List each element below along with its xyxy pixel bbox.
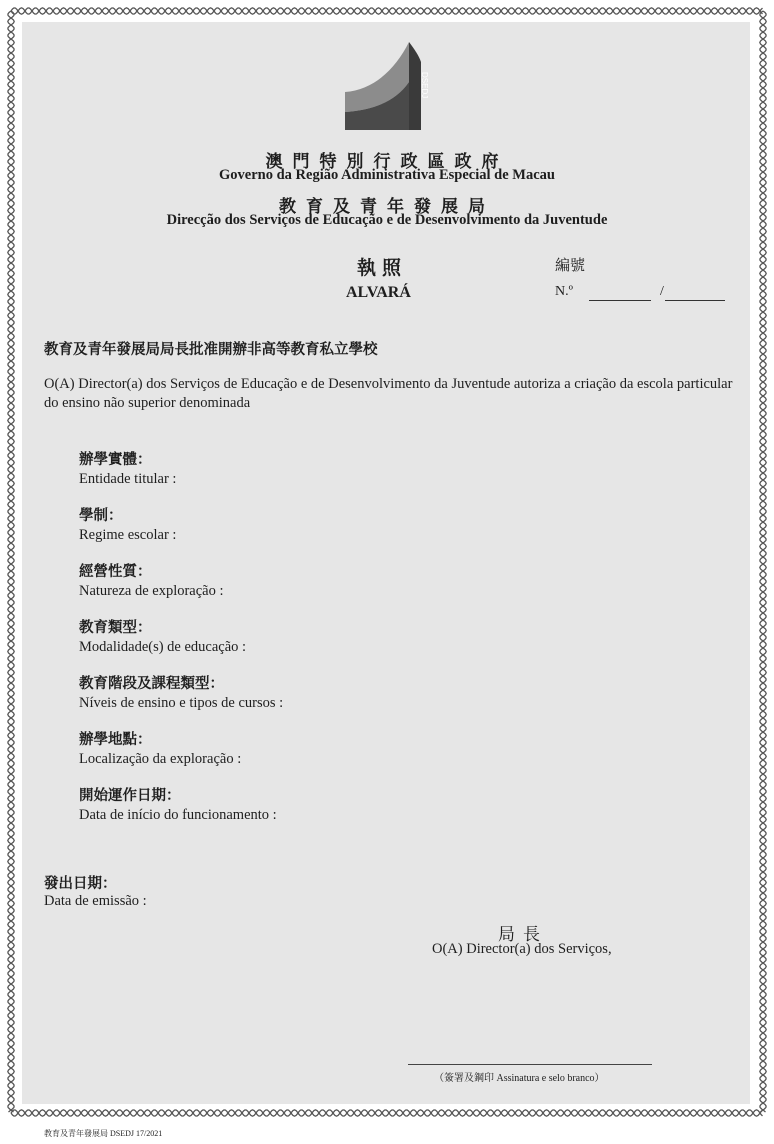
field-label-pt: Modalidade(s) de educação :	[79, 639, 247, 655]
document-title-pt: ALVARÁ	[346, 284, 411, 301]
field-label-zh: 教育階段及課程類型：	[79, 676, 224, 692]
issue-date	[44, 876, 147, 910]
field-entidade-titular	[79, 451, 176, 488]
number-separator: /	[660, 284, 664, 299]
field-label-zh: 辦學實體：	[79, 452, 152, 468]
field-label-pt: Níveis de ensino e tipos de cursos :	[79, 695, 284, 711]
field-label-pt: Data de início do funcionamento :	[79, 807, 277, 823]
field-data-inicio	[79, 787, 277, 824]
field-label-pt: Natureza de exploração :	[79, 583, 224, 599]
field-modalidade-educacao	[79, 619, 246, 656]
department-name-pt: Direcção dos Serviços de Educação e de Desenvolvimento da Juventude	[166, 212, 608, 228]
field-label-zh: 辦學地點：	[79, 732, 152, 748]
government-name-zh: 澳門特別行政區政府	[265, 152, 509, 171]
intro-text-zh: 教育及青年發展局局長批准開辦非高等教育私立學校	[44, 342, 378, 358]
signature-label: （簽署及鋼印 Assinatura e selo branco）	[434, 1073, 605, 1084]
intro-text-pt: O(A) Director(a) dos Serviços de Educação e de Desenvolvimento da Juventude autoriza a criação da escola particular do ensino não superior denominada	[44, 376, 733, 411]
field-regime-escolar	[79, 507, 176, 544]
number-field-line-2[interactable]	[665, 300, 725, 301]
dsedj-logo-icon	[343, 40, 443, 136]
field-label-zh: 學制：	[79, 508, 123, 524]
field-label-pt: Localização da exploração :	[79, 751, 242, 767]
number-label-zh: 編號	[555, 258, 586, 274]
field-niveis-ensino	[79, 675, 283, 712]
number-field-line-1[interactable]	[589, 300, 651, 301]
number-label-pt: N.º	[555, 284, 573, 299]
field-label-pt: Entidade titular :	[79, 471, 177, 487]
logo-text: DSEDJ	[420, 72, 429, 99]
director-title-zh: 局長	[498, 925, 548, 944]
field-label-pt: Regime escolar :	[79, 527, 177, 543]
issue-date-label-pt: Data de emissão :	[44, 893, 147, 909]
field-label-zh: 經營性質：	[79, 564, 152, 580]
department-name-zh: 教育及青年發展局	[279, 197, 495, 216]
director-title-pt: O(A) Director(a) dos Serviços,	[432, 941, 612, 957]
footer-form-code: 教育及青年發展局 DSEDJ 17/2021	[44, 1129, 163, 1138]
government-name-pt: Governo da Região Administrativa Especial de Macau	[219, 167, 555, 183]
field-natureza-exploracao	[79, 563, 224, 600]
signature-line[interactable]	[408, 1064, 652, 1065]
field-localizacao	[79, 731, 241, 768]
document-title-zh: 執照	[357, 258, 408, 279]
issue-date-label-zh: 發出日期：	[44, 876, 117, 892]
field-label-zh: 教育類型：	[79, 620, 152, 636]
field-label-zh: 開始運作日期：	[79, 788, 181, 804]
